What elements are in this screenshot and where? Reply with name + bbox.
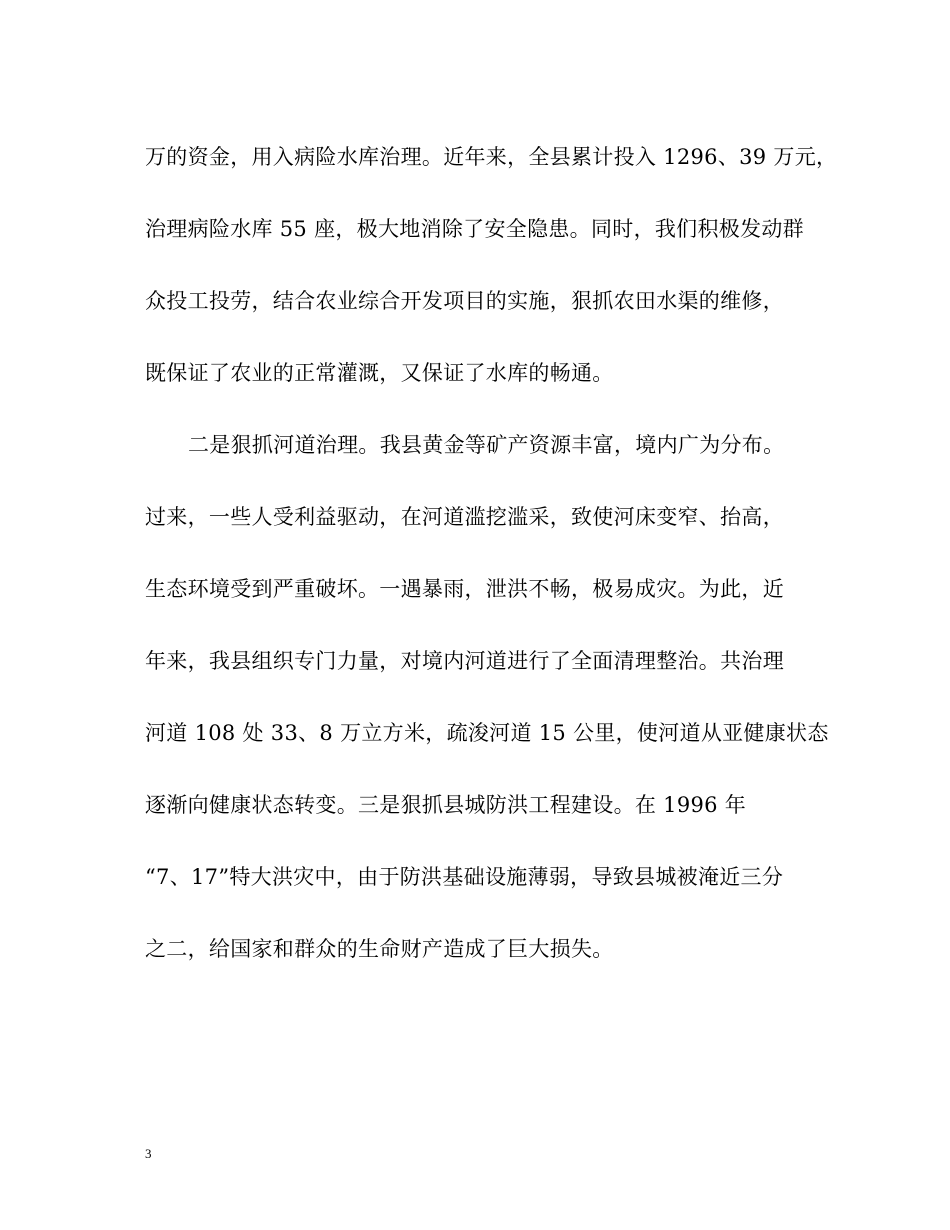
page-number: 3 <box>145 1146 152 1161</box>
text-line-6: 过来，一些人受利益驱动，在河道滥挖滥采，致使河床变窄、抬高， <box>145 505 784 529</box>
text-line-12: 之二，给国家和群众的生命财产造成了巨大损失。 <box>145 937 614 961</box>
text-line-10: 逐渐向健康状态转变。三是狠抓县城防洪工程建设。在 1996 年 <box>145 793 747 817</box>
text-line-5-paragraph-start: 二是狠抓河道治理。我县黄金等矿产资源丰富，境内广为分布。 <box>188 433 785 457</box>
text-line-9: 河道 108 处 33、8 万立方米，疏浚河道 15 公里，使河道从亚健康状态 <box>145 721 829 745</box>
text-line-3: 众投工投劳，结合农业综合开发项目的实施，狠抓农田水渠的维修， <box>145 289 784 313</box>
text-line-4: 既保证了农业的正常灌溉，又保证了水库的畅通。 <box>145 361 614 385</box>
text-line-1: 万的资金，用入病险水库治理。近年来，全县累计投入 1296、39 万元， <box>145 145 838 169</box>
text-line-7: 生态环境受到严重破坏。一遇暴雨，泄洪不畅，极易成灾。为此，近 <box>145 577 784 601</box>
text-line-2: 治理病险水库 55 座，极大地消除了安全隐患。同时，我们积极发动群 <box>145 217 804 241</box>
text-line-11: “7、17”特大洪灾中，由于防洪基础设施薄弱，导致县城被淹近三分 <box>145 865 784 889</box>
text-line-8: 年来，我县组织专门力量，对境内河道进行了全面清理整治。共治理 <box>145 649 784 673</box>
